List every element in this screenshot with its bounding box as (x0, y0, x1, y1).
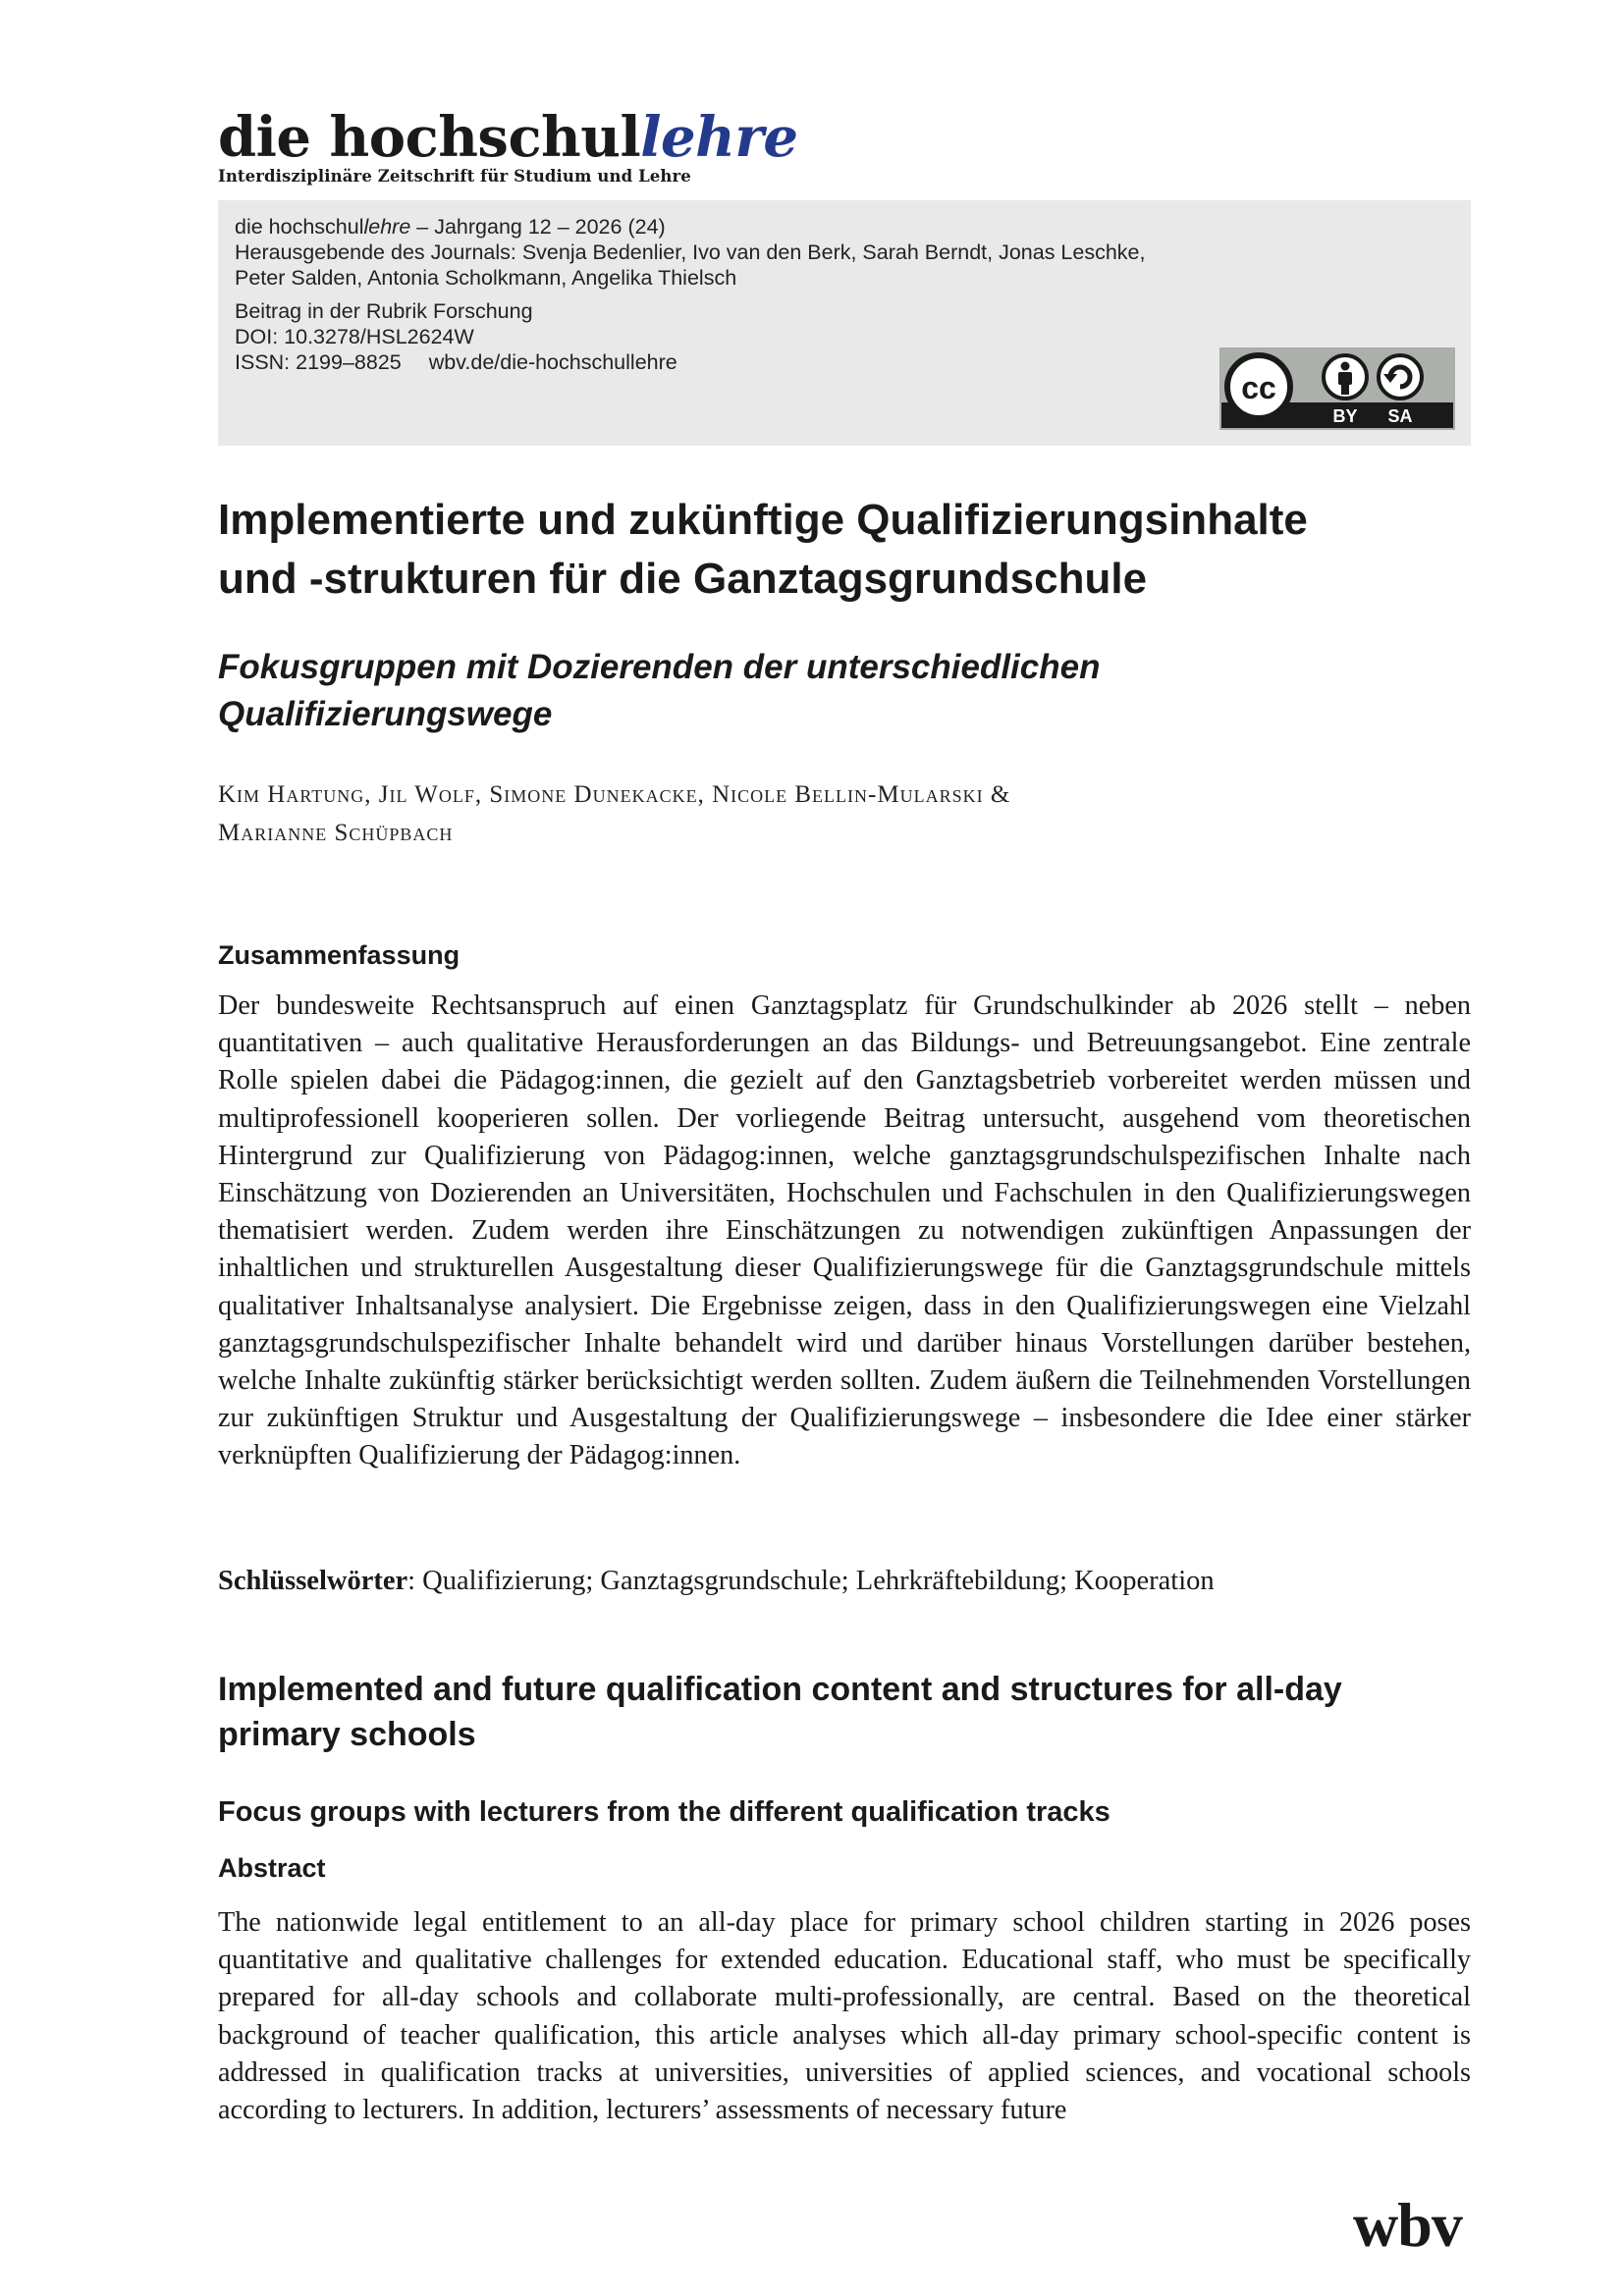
english-title-line-2: primary schools (218, 1716, 476, 1753)
journal-logo (218, 105, 798, 187)
keywords-line (218, 1563, 1471, 1600)
cc-license-graphic (1221, 349, 1453, 428)
issn-line (235, 349, 1145, 375)
article-title-line-2: und -strukturen für die Ganztagsgrundschule (218, 555, 1148, 603)
zusammenfassung-text: Der bundesweite Rechtsanspruch auf einen Ganztagsplatz für Grundschulkinder ab 2026 stellt – neben quantitativen – auch qualitative Herausforderungen an das Bildungs- und Betreuungsangebot. Eine zentrale Rolle spielen dabei die Pädagog:innen, die gezielt auf den Ganztagsbetrieb vorbereitet werden müssen und multiprofessionell kooperieren sollen. Der vorliegende Beitrag untersucht, ausgehend vom theoretischen Hintergrund zur Qualifizierung von Pädagog:innen, welche ganztagsgrundschulspezifischen Inhalte nach Einschätzung von Dozierenden an Universitäten, Hochschulen und Fachschulen in den Qualifizierungswegen thematisiert werden. Zudem werden ihre Einschätzungen zu notwendigen zukünftigen Anpassungen der inhaltlichen und strukturellen Ausgestaltung dieser Qualifizierungswege für die Ganztagsgrundschule mittels qualitativer Inhaltsanalyse analysiert. Die Ergebnisse zeigen, dass in den Qualifizierungswegen eine Vielzahl ganztagsgrundschulspezifischer Inhalte behandelt wird und darüber hinaus Vorstellungen darüber bestehen, welche Inhalte zukünftig stärker berücksichtigt werden sollten. Zudem äußern die Teilnehmenden Vorstellungen zur zukünftigen Struktur und Ausgestaltung der Qualifizierungswege – insbesondere die Idee einer stärker verknüpften Qualifizierung der Pädagog:innen. (218, 990, 1471, 1471)
journal-logo-accent: lehre (640, 105, 798, 170)
volume-line (235, 214, 1145, 240)
journal-logo-subtitle: Interdisziplinäre Zeitschrift für Studium und Lehre (218, 167, 691, 186)
journal-logo-wordmark (218, 105, 798, 170)
english-subtitle: Focus groups with lecturers from the different qualification tracks (218, 1796, 1110, 1828)
cc-by-sa-icon[interactable] (1219, 347, 1455, 430)
meta-journal-name-accent: lehre (363, 215, 411, 239)
keywords-values: : Qualifizierung; Ganztagsgrundschule; Lehrkräftebildung; Kooperation (407, 1566, 1215, 1596)
keywords-label: Schlüsselwörter (218, 1566, 408, 1596)
journal-logo-main: die hochschul (218, 105, 641, 170)
english-title (218, 1667, 1445, 1757)
editors-line-1: Herausgebende des Journals: Svenja Bedenlier, Ivo van den Berk, Sarah Berndt, Jonas Leschke, (235, 240, 1146, 264)
authors-line-2: Marianne Schüpbach (218, 820, 454, 846)
abstract-text: The nationwide legal entitlement to an all-day place for primary school children starting in 2026 poses quantitative and qualitative challenges for extended education. Educational staff, who must be specifically prepared for all-day schools and collaborate multi-professionally, are central. Based on the theoretical background of teacher qualification, this article analyses which all-day primary school-specific content is addressed in qualification tracks at universities, universities of applied sciences, and vocational schools according to lecturers. In addition, lecturers’ assessments of necessary future (218, 1907, 1471, 2126)
publisher-logo: wbv (1353, 2190, 1462, 2260)
svg-text:cc: cc (1241, 370, 1276, 405)
article-subtitle (218, 644, 1396, 738)
cc-label-sa: SA (1387, 406, 1413, 426)
meta-journal-name: die hochschul (235, 215, 364, 239)
authors-line-1: Kim Hartung, Jil Wolf, Simone Dunekacke, Nicole Bellin-Mularski & (218, 781, 1011, 808)
journal-meta-box (218, 200, 1471, 446)
abstract-heading: Abstract (218, 1853, 326, 1883)
article-subtitle-line-2: Qualifizierungswege (218, 695, 553, 733)
issn-number: ISSN: 2199–8825 (235, 350, 402, 374)
article-title-line-1: Implementierte und zukünftige Qualifizierungsinhalte (218, 496, 1308, 544)
english-title-line-1: Implemented and future qualification content and structures for all-day (218, 1671, 1342, 1708)
editors-line-2: Peter Salden, Antonia Scholkmann, Angelika Thielsch (235, 266, 737, 290)
article-subtitle-line-1: Fokusgruppen mit Dozierenden der unterschiedlichen (218, 648, 1101, 686)
article-title (218, 491, 1445, 609)
zusammenfassung-heading: Zusammenfassung (218, 940, 460, 970)
journal-website-link[interactable]: wbv.de/die-hochschullehre (428, 350, 677, 374)
rubric-line: Beitrag in der Rubrik Forschung (235, 299, 533, 323)
meta-volume-info: – Jahrgang 12 – 2026 (24) (410, 215, 666, 239)
doi-line[interactable]: DOI: 10.3278/HSL2624W (235, 325, 474, 348)
cc-label-by: BY (1332, 406, 1358, 426)
journal-meta-lines (235, 214, 1145, 375)
article-authors (218, 775, 1445, 852)
